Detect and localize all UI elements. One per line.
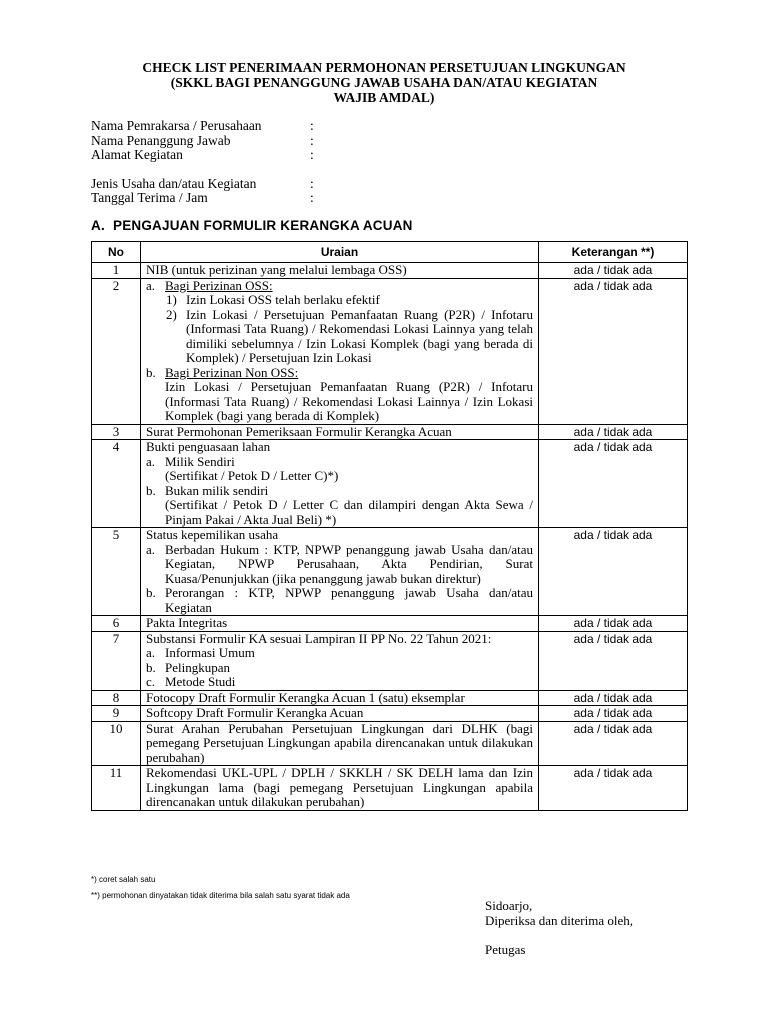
row-heading: Bukti penguasaan lahan — [146, 439, 271, 454]
list-item-title: Bagi Perizinan Non OSS: — [165, 364, 299, 380]
list-marker: b. — [146, 482, 156, 498]
list-item-title: Bagi Perizinan OSS: — [165, 277, 273, 293]
row-description: NIB (untuk perizinan yang melalui lembaga OSS) — [141, 263, 539, 279]
list-marker: a. — [146, 277, 156, 293]
row-number: 2 — [92, 278, 141, 424]
list-item — [146, 455, 533, 470]
info-colon: : — [310, 132, 314, 148]
table-row — [92, 706, 688, 722]
row-status: ada / tidak ada — [539, 424, 688, 440]
row-status: ada / tidak ada — [539, 263, 688, 279]
row-number: 9 — [92, 706, 141, 722]
footnotes — [91, 872, 350, 904]
row-description — [141, 440, 539, 528]
row-heading: Status kepemilikan usaha — [146, 527, 279, 542]
list-item-text: Izin Lokasi / Persetujuan Pemanfaatan Ruang (P2R) / Infotaru (Informasi Tata Ruang) / Rekomendasi Lokasi Lainnya / Izin Lokasi Komplek (bagi yang berada di Komplek) — [165, 379, 533, 423]
row-description — [141, 528, 539, 616]
list-item-text: Perorangan : KTP, NPWP penanggung jawab Usaha dan/atau Kegiatan — [165, 585, 533, 615]
list-item — [146, 279, 533, 294]
table-row — [92, 440, 688, 528]
row-number: 8 — [92, 690, 141, 706]
row-number: 10 — [92, 721, 141, 766]
section-heading — [91, 218, 413, 233]
title-line-2: (SKKL BAGI PENANGGUNG JAWAB USAHA DAN/ATAU KEGIATAN — [170, 75, 598, 90]
list-marker: 1) — [166, 292, 177, 307]
row-number: 6 — [92, 616, 141, 632]
footnote-strike: *) coret salah satu — [91, 875, 156, 884]
list-item-title: Bukan milik sendiri — [165, 482, 269, 498]
row-status: ada / tidak ada — [539, 706, 688, 722]
row-description: Fotocopy Draft Formulir Kerangka Acuan 1 (satu) eksemplar — [141, 690, 539, 706]
list-item — [146, 293, 533, 308]
row-status: ada / tidak ada — [539, 440, 688, 528]
table-row — [92, 616, 688, 632]
header-no: No — [92, 242, 141, 263]
footnote-rejection: **) permohonan dinyatakan tidak diterima bila salah satu syarat tidak ada — [91, 891, 350, 900]
row-status: ada / tidak ada — [539, 690, 688, 706]
info-label: Alamat Kegiatan — [91, 147, 183, 162]
row-heading: Substansi Formulir KA sesuai Lampiran II PP No. 22 Tahun 2021: — [146, 630, 492, 646]
info-row-business-type — [91, 175, 314, 192]
list-marker: 2) — [166, 306, 177, 322]
list-marker: b. — [146, 659, 156, 675]
row-description: Softcopy Draft Formulir Kerangka Acuan — [141, 706, 539, 722]
info-row-received-date — [91, 190, 314, 206]
list-marker: b. — [146, 585, 156, 600]
list-item — [146, 366, 533, 381]
row-status: ada / tidak ada — [539, 631, 688, 690]
section-title: PENGAJUAN FORMULIR KERANGKA ACUAN — [113, 218, 413, 233]
info-row-company — [91, 118, 314, 134]
list-item-text: Metode Studi — [165, 674, 236, 689]
table-row — [92, 766, 688, 811]
info-colon: : — [310, 147, 314, 162]
table-row — [92, 424, 688, 440]
info-label: Jenis Usaha dan/atau Kegiatan — [91, 175, 257, 191]
row-status: ada / tidak ada — [539, 721, 688, 766]
row-number: 1 — [92, 263, 141, 279]
signature-received-by: Diperiksa dan diterima oleh, — [485, 913, 634, 928]
row-description — [141, 278, 539, 424]
table-row — [92, 278, 688, 424]
list-marker: c. — [146, 674, 156, 689]
list-item-text: Informasi Umum — [165, 645, 255, 660]
list-marker: a. — [146, 541, 156, 557]
list-item — [146, 675, 533, 690]
info-label: Nama Penanggung Jawab — [91, 132, 231, 148]
table-row — [92, 528, 688, 616]
info-colon: : — [310, 118, 314, 133]
list-item-text: Berbadan Hukum : KTP, NPWP penanggung jawab Usaha dan/atau Kegiatan, NPWP Perusahaan, Akta Pendirian, Surat Kuasa/Penunjukkan (jika penanggung jawab bukan direktur) — [165, 541, 533, 586]
list-item-text: Izin Lokasi OSS telah berlaku efektif — [186, 292, 380, 307]
table-header-row — [92, 242, 688, 263]
info-colon: : — [310, 175, 314, 191]
signature-place: Sidoarjo, — [485, 898, 533, 913]
list-item — [146, 661, 533, 676]
list-item-detail: (Sertifikat / Petok D / Letter C)*) — [165, 468, 339, 483]
row-status: ada / tidak ada — [539, 616, 688, 632]
list-item-detail: (Sertifikat / Petok D / Letter C dan dilampiri dengan Akta Sewa / Pinjam Pakai / Akta Jual Beli) *) — [165, 497, 533, 527]
title-line-3: WAJIB AMDAL) — [333, 90, 435, 105]
row-number: 3 — [92, 424, 141, 440]
info-label: Tanggal Terima / Jam — [91, 190, 208, 205]
list-item — [146, 308, 533, 366]
list-item-text: Pelingkupan — [165, 659, 230, 675]
info-colon: : — [310, 190, 314, 205]
checklist-table — [91, 241, 688, 811]
info-label: Nama Pemrakarsa / Perusahaan — [91, 118, 262, 133]
list-item — [146, 586, 533, 615]
row-description: Rekomendasi UKL-UPL / DPLH / SKKLH / SK DELH lama dan Izin Lingkungan lama (bagi pemegang Persetujuan Lingkungan apabila direncanakan untuk dilakukan perubahan) — [141, 766, 539, 811]
row-status: ada / tidak ada — [539, 766, 688, 811]
list-marker: b. — [146, 364, 156, 380]
header-uraian: Uraian — [141, 242, 539, 263]
list-item — [146, 646, 533, 661]
table-row — [92, 721, 688, 766]
section-letter: A. — [91, 218, 105, 233]
signature-block — [485, 898, 633, 957]
row-number: 5 — [92, 528, 141, 616]
info-row-responsible — [91, 132, 314, 149]
row-status: ada / tidak ada — [539, 528, 688, 616]
row-description: Surat Permohonan Pemeriksaan Formulir Kerangka Acuan — [141, 424, 539, 440]
list-item — [146, 543, 533, 587]
list-item-text: Izin Lokasi / Persetujuan Pemanfaatan Ruang (P2R) / Infotaru (Informasi Tata Ruang) / Rekomendasi Lokasi Lainnya yang telah dimiliki sebelumnya / Izin Lokasi Komplek (bagi yang berada di Komplek) / Persetujuan Izin Lokasi — [186, 306, 533, 365]
row-description — [141, 631, 539, 690]
info-row-address — [91, 147, 314, 163]
table-row — [92, 690, 688, 706]
document-title — [100, 60, 668, 105]
row-number: 7 — [92, 631, 141, 690]
signature-officer: Petugas — [485, 942, 526, 957]
applicant-info — [91, 118, 314, 206]
row-description: Pakta Integritas — [141, 616, 539, 632]
header-keterangan: Keterangan **) — [539, 242, 688, 263]
row-description: Surat Arahan Perubahan Persetujuan Lingkungan dari DLHK (bagi pemegang Persetujuan Lingkungan apabila direncanakan untuk dilakukan perubahan) — [141, 721, 539, 766]
row-number: 11 — [92, 766, 141, 811]
table-row — [92, 631, 688, 690]
row-number: 4 — [92, 440, 141, 528]
list-item — [146, 484, 533, 499]
title-line-1: CHECK LIST PENERIMAAN PERMOHONAN PERSETUJUAN LINGKUNGAN — [142, 60, 626, 75]
list-marker: a. — [146, 645, 156, 660]
table-row — [92, 263, 688, 279]
row-status: ada / tidak ada — [539, 278, 688, 424]
list-item-title: Milik Sendiri — [165, 453, 235, 469]
list-marker: a. — [146, 453, 156, 469]
